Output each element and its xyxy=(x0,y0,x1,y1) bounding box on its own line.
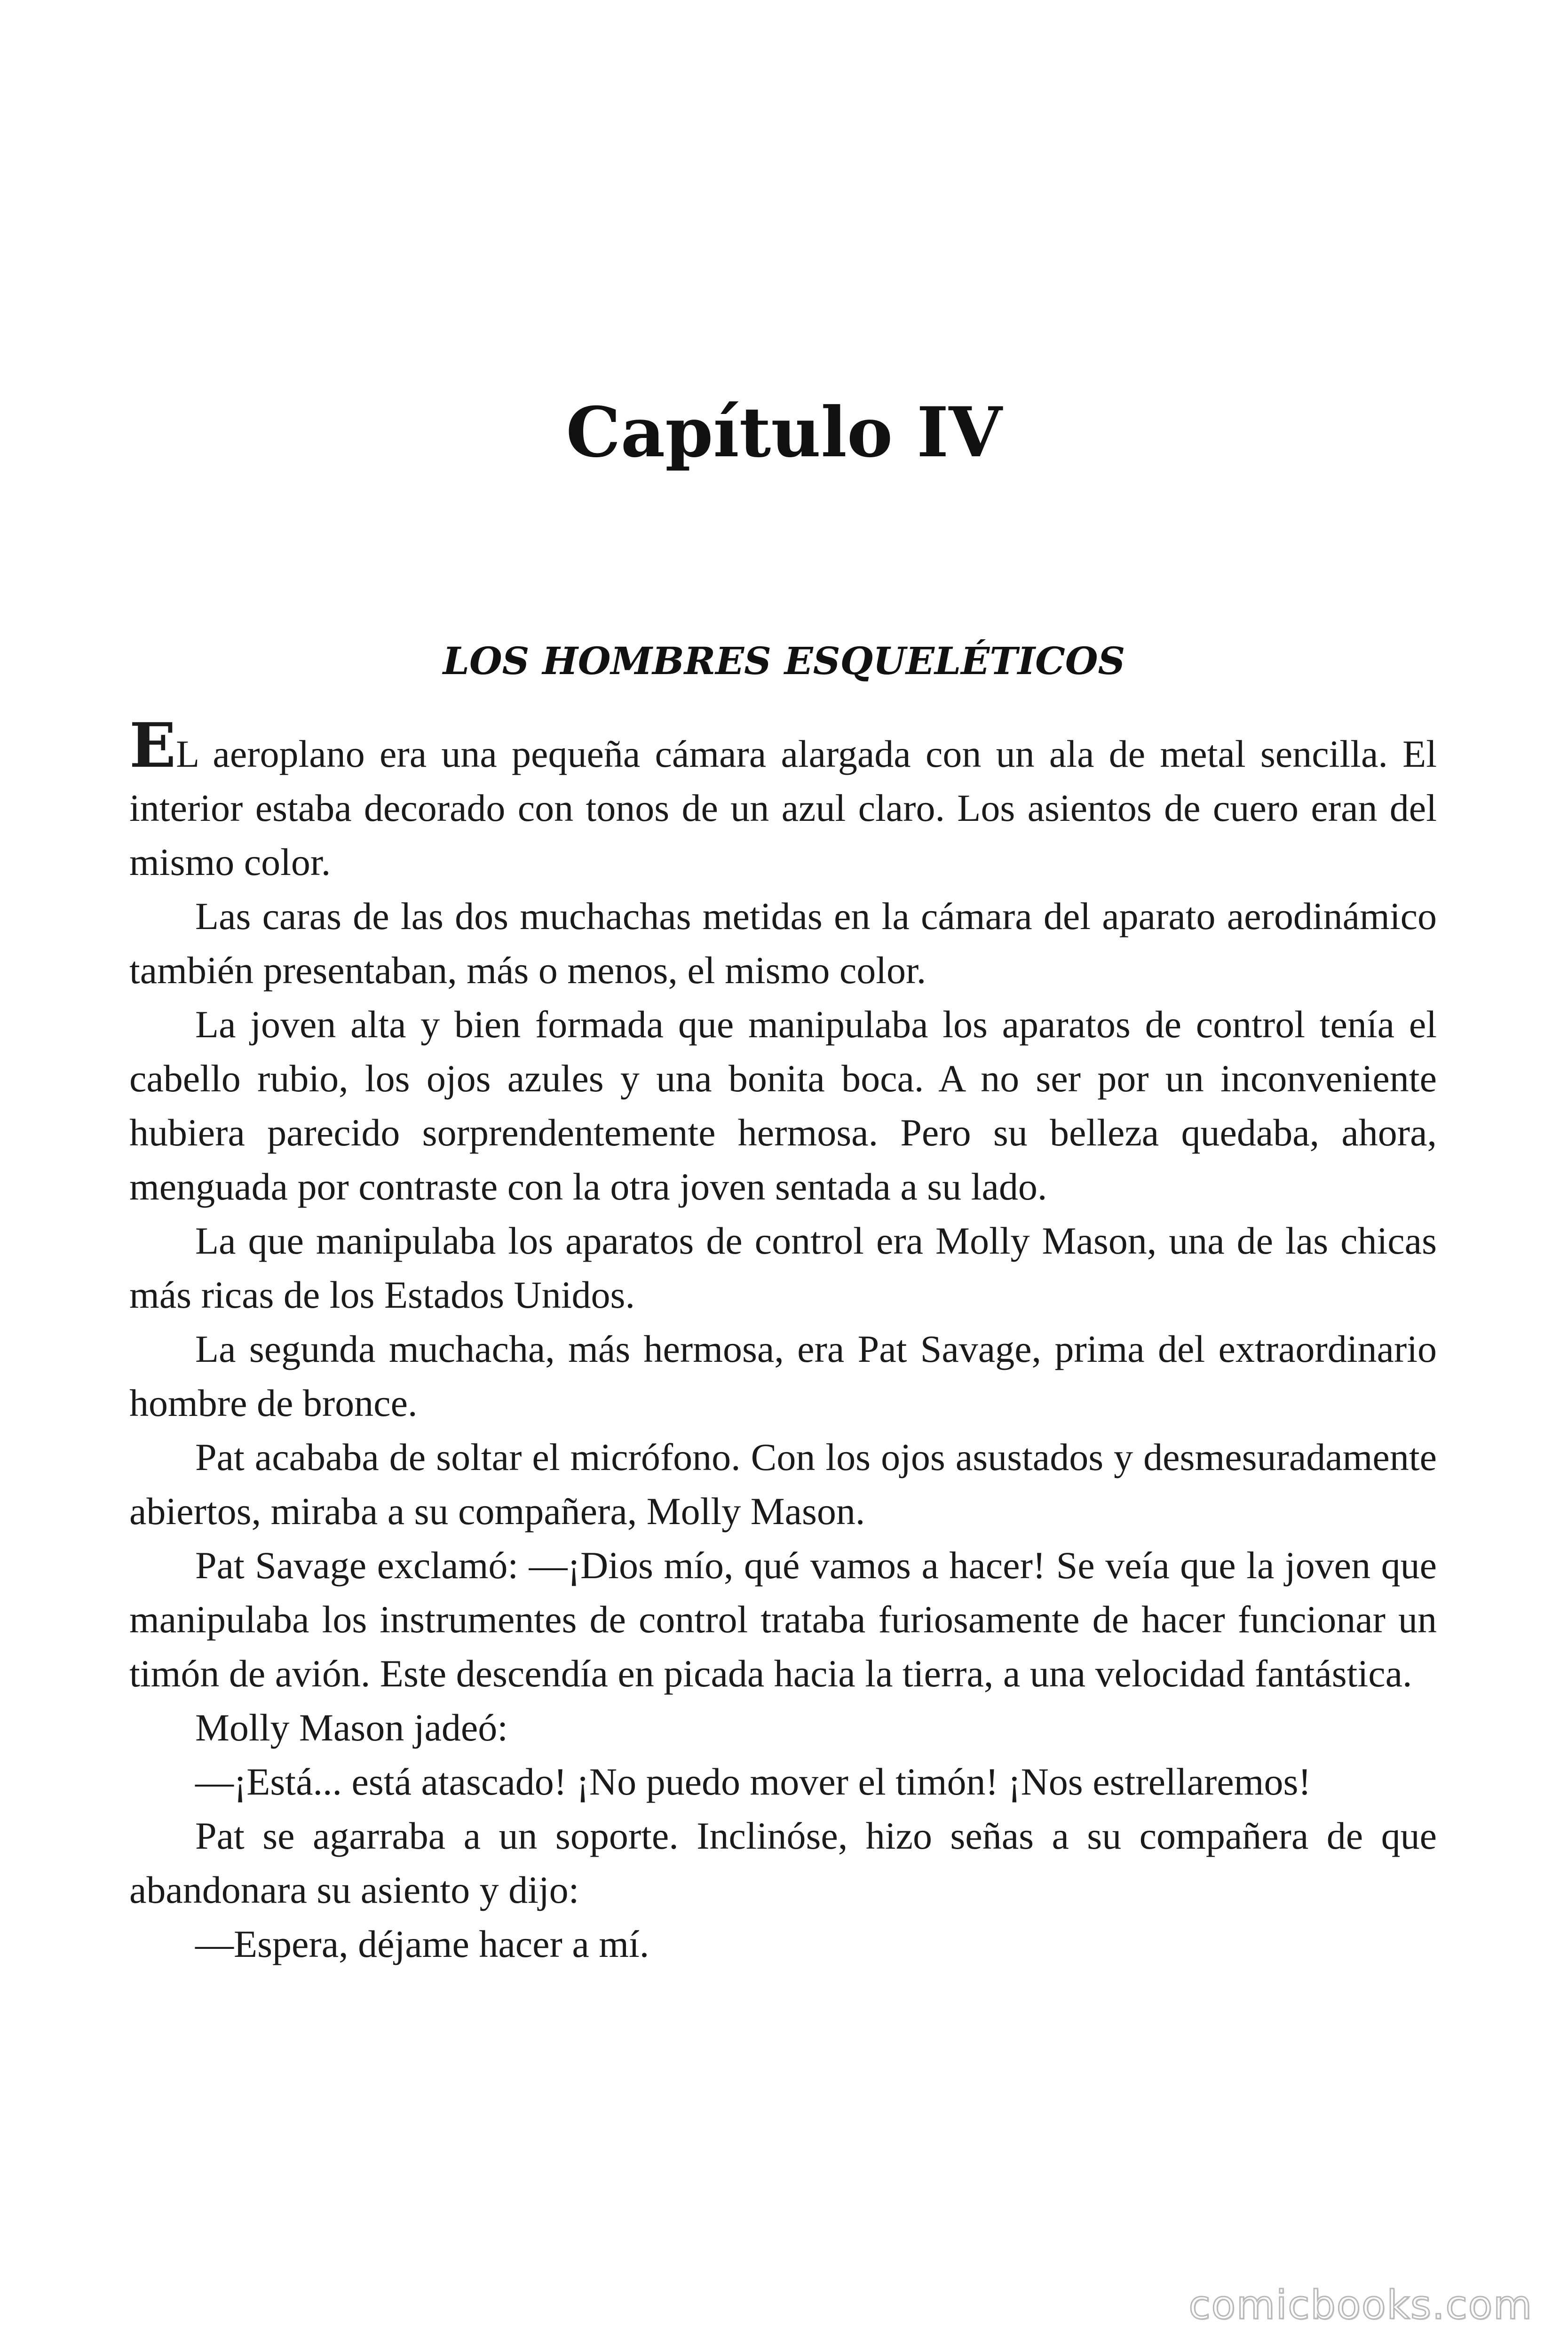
paragraph-8: Molly Mason jadeó: xyxy=(195,1706,508,1749)
paragraph-6: Pat acababa de soltar el micrófono. Con los ojos asustados y desmesuradamente abiertos, miraba a su compañera, Molly Mason. xyxy=(129,1436,1437,1533)
paragraph-1 xyxy=(129,709,1437,889)
drop-cap: E xyxy=(129,709,176,781)
paragraph-5: La segunda muchacha, más hermosa, era Pat Savage, prima del extraordinario hombre de bronce. xyxy=(129,1327,1437,1424)
paragraph-2: Las caras de las dos muchachas metidas en la cámara del aparato aerodinámico también presentaban, más o menos, el mismo color. xyxy=(129,895,1437,992)
paragraph-10: Pat se agarraba a un soporte. Inclinóse, hizo señas a su compañera de que abandonara su asiento y dijo: xyxy=(129,1814,1437,1911)
paragraph-7: Pat Savage exclamó: —¡Dios mío, qué vamos a hacer! Se veía que la joven que manipulaba los instrumentes de control trataba furiosamente de hacer funcionar un timón de avión. Este descendía en picada hacia la tierra, a una velocidad fantástica. xyxy=(129,1544,1437,1695)
small-cap: L xyxy=(176,732,198,775)
paragraph-1-text: aeroplano era una pequeña cámara alargada con un ala de metal sencilla. El interior estaba decorado con tonos de un azul claro. Los asientos de cuero eran del mismo color. xyxy=(129,732,1437,883)
chapter-title: Capítulo IV xyxy=(566,392,1002,473)
paragraph-3: La joven alta y bien formada que manipulaba los aparatos de control tenía el cabello rubio, los ojos azules y una bonita boca. A no ser por un inconveniente hubiera parecido sorprendentemente hermosa. Pero su belleza quedaba, ahora, menguada por contraste con la otra joven sentada a su lado. xyxy=(129,1003,1437,1208)
watermark: comicbooks.com xyxy=(1188,2282,1533,2328)
paragraph-11: —Espera, déjame hacer a mí. xyxy=(195,1923,649,1965)
chapter-subtitle: LOS HOMBRES ESQUELÉTICOS xyxy=(443,639,1125,683)
chapter-body xyxy=(129,709,1437,1971)
paragraph-9: —¡Está... está atascado! ¡No puedo mover el timón! ¡Nos estrellaremos! xyxy=(195,1760,1311,1803)
paragraph-4: La que manipulaba los aparatos de control era Molly Mason, una de las chicas más ricas de los Estados Unidos. xyxy=(129,1219,1437,1316)
